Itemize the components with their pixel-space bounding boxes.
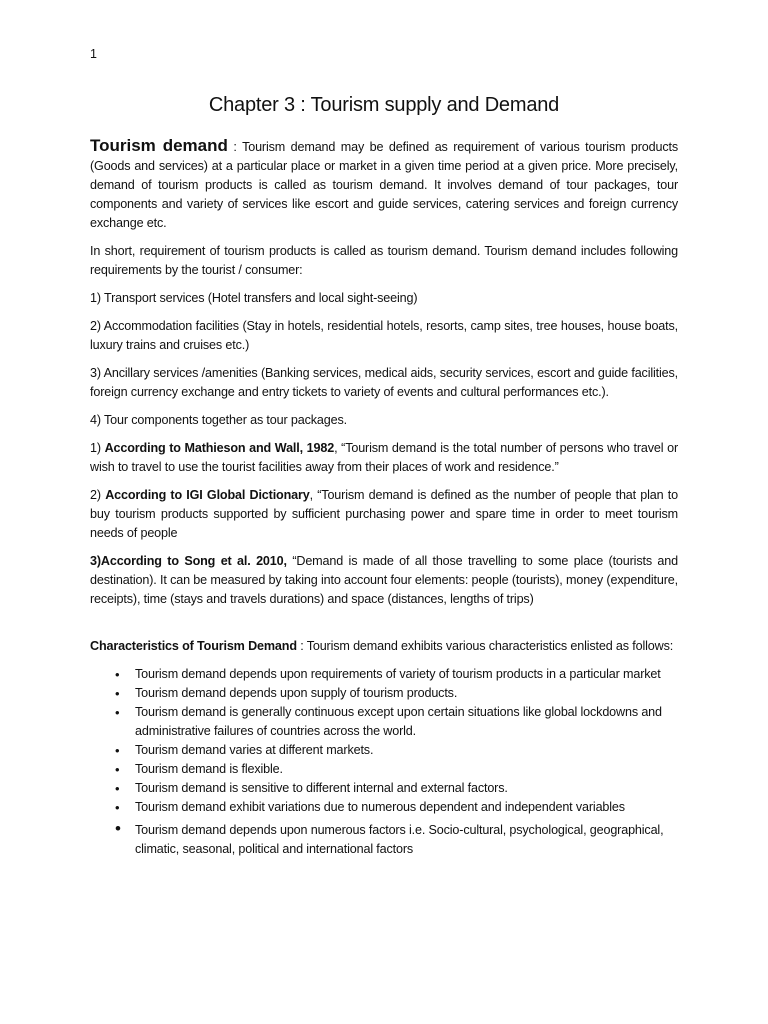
list-item: • Tourism demand depends upon numerous factors i.e. Socio-cultural, psychological, geographical, climatic, seasonal, political and international factors	[135, 821, 678, 859]
definition-prefix: 1)	[90, 441, 105, 455]
requirement-item: 3) Ancillary services /amenities (Banking services, medical aids, security services, escort and guide facilities, foreign currency exchange and entry tickets to variety of events and cultural performances etc.).	[90, 366, 678, 399]
requirement-item: 1) Transport services (Hotel transfers and local sight-seeing)	[90, 291, 418, 305]
definition-text: , “Tourism demand is defined as the number of people that plan to buy tourism products supported by sufficient purchasing power and spare time in order to meet tourism needs of people	[90, 488, 679, 540]
list-item: • Tourism demand varies at different markets.	[135, 741, 678, 760]
document-body	[90, 136, 678, 859]
definition-text: “Demand is made of all those travelling to some place (tourists and destination). It can be measured by taking into account four elements: people (tourists), money (expenditure, receipts), time (stays and travels durations) and space (distances, lengths of trips)	[90, 554, 678, 606]
list-item: • Tourism demand is flexible.	[135, 760, 678, 779]
intro-paragraph	[90, 136, 678, 233]
intro-text: : Tourism demand may be defined as requirement of various tourism products (Goods and services) at a particular place or market in a given time period at a given price. More precisely, demand of tourism products is called as tourism demand. It involves demand of tour packages, tour components and variety of services like escort and guide services, catering services and foreign currency exchange etc.	[90, 140, 678, 230]
definition-source: 3)According to Song et al. 2010,	[90, 554, 287, 568]
definition-item	[90, 552, 678, 609]
chapter-title: Chapter 3 : Tourism supply and Demand	[208, 94, 560, 116]
list-item: • Tourism demand is generally continuous except upon certain situations like global lockdowns and administrative failures of countries across the world.	[135, 703, 678, 741]
list-item: • Tourism demand depends upon requirements of variety of tourism products in a particular market	[135, 665, 678, 684]
requirement-item: 2) Accommodation facilities (Stay in hotels, residential hotels, resorts, camp sites, tree houses, house boats, luxury trains and cruises etc.)	[90, 319, 678, 352]
definition-item	[90, 439, 678, 477]
short-paragraph: In short, requirement of tourism products is called as tourism demand. Tourism demand includes following requirements by the tourist / consumer:	[90, 244, 678, 277]
page-number: 1	[90, 47, 97, 61]
characteristics-list	[90, 665, 678, 859]
requirement-item: 4) Tour components together as tour packages.	[90, 413, 347, 427]
list-item: • Tourism demand exhibit variations due to numerous dependent and independent variables	[135, 798, 678, 817]
characteristics-intro	[90, 637, 678, 656]
definition-text: , “Tourism demand is the total number of persons who travel or wish to travel to use the tourist facilities away from their places of work and residence.”	[90, 441, 678, 474]
definition-prefix: 2)	[90, 488, 106, 502]
definition-source: According to IGI Global Dictionary	[105, 488, 310, 502]
list-item: • Tourism demand is sensitive to different internal and external factors.	[135, 779, 678, 798]
tourism-demand-heading: Tourism demand	[90, 136, 228, 155]
characteristics-intro-text: : Tourism demand exhibits various characteristics enlisted as follows:	[296, 639, 674, 653]
definition-item	[90, 486, 678, 543]
list-item: • Tourism demand depends upon supply of tourism products.	[135, 684, 678, 703]
definition-source: According to Mathieson and Wall, 1982	[104, 441, 335, 455]
characteristics-heading: Characteristics of Tourism Demand	[90, 639, 297, 653]
